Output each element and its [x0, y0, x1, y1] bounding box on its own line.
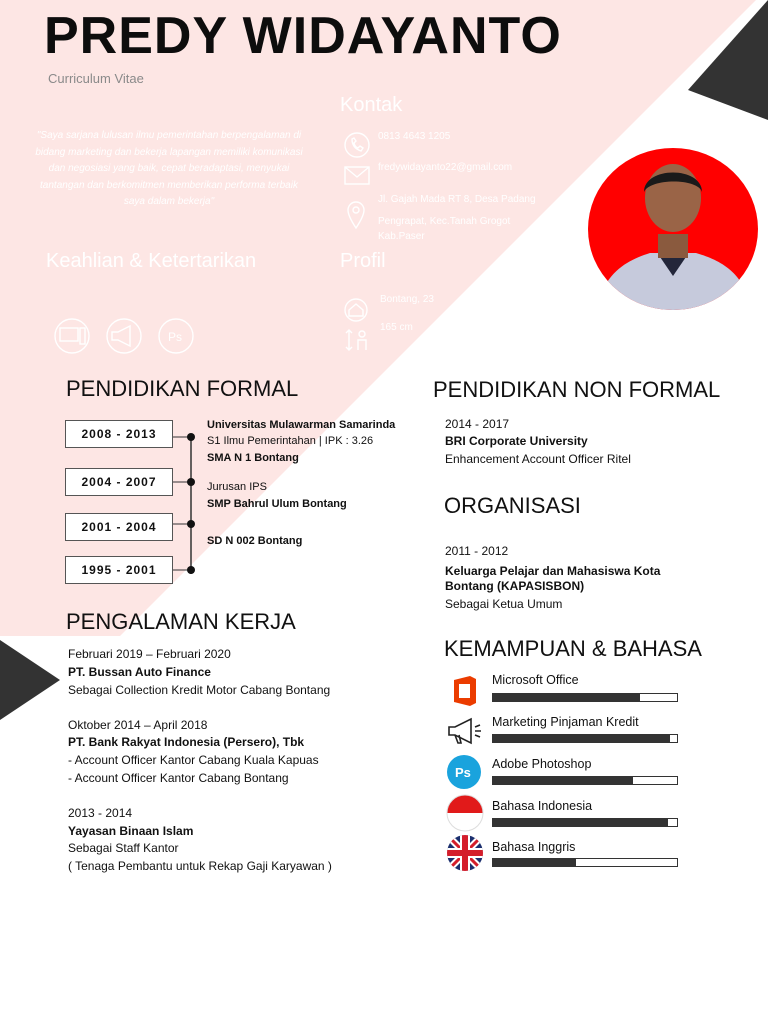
skill-bar-fill — [493, 735, 670, 742]
job-line: Sebagai Collection Kredit Motor Cabang Bontang — [68, 683, 331, 697]
education-years-1: 2008 - 2013 — [65, 420, 173, 448]
skill-bar-fill — [493, 859, 576, 866]
skill-label: Marketing Pinjaman Kredit — [492, 715, 639, 729]
skill-bar — [492, 818, 678, 827]
skill-bar-fill — [493, 694, 640, 701]
nonformal-years: 2014 - 2017 — [445, 417, 510, 431]
person-avatar — [588, 148, 758, 310]
education-years-4: 1995 - 2001 — [65, 556, 173, 584]
job-line: Sebagai Staff Kantor — [68, 841, 179, 855]
microsoft-office-icon — [446, 672, 484, 710]
job-company-2: PT. Bank Rakyat Indonesia (Persero), Tbk — [68, 735, 305, 749]
uk-flag-icon — [446, 834, 484, 872]
job-period-3: 2013 - 2014 — [68, 806, 133, 820]
organization-name-line-1: Keluarga Pelajar dan Mahasiswa Kota — [445, 564, 661, 578]
kontak-title: Kontak — [340, 94, 403, 116]
job-line: ( Tenaga Pembantu untuk Rekap Gaji Karyawan ) — [68, 859, 332, 873]
education-years-3: 2001 - 2004 — [65, 513, 173, 541]
skill-label: Adobe Photoshop — [492, 757, 592, 771]
organization-name-line-2: Bontang (KAPASISBON) — [445, 579, 585, 593]
job-period-2: Oktober 2014 – April 2018 — [68, 718, 208, 732]
education-school-2: SMA N 1 Bontang — [207, 452, 299, 464]
job-line: - Account Officer Kantor Cabang Bontang — [68, 771, 289, 785]
skill-label: Bahasa Inggris — [492, 840, 576, 854]
education-timeline — [170, 424, 200, 584]
organization-role: Sebagai Ketua Umum — [445, 597, 563, 611]
job-line: - Account Officer Kantor Cabang Kuala Kapuas — [68, 753, 319, 767]
document-subtitle: Curriculum Vitae — [48, 71, 144, 86]
job-company-1: PT. Bussan Auto Finance — [68, 665, 211, 679]
email-address: fredywidayanto22@gmail.com — [378, 162, 513, 173]
mail-icon — [344, 166, 370, 186]
address-line-3: Kab.Paser — [378, 231, 425, 242]
photoshop-ghost-icon — [156, 318, 196, 354]
section-title-organization: ORGANISASI — [444, 493, 581, 518]
timeline-dot — [187, 478, 195, 486]
skill-bar — [492, 693, 678, 702]
section-title-skills-languages: KEMAMPUAN & BAHASA — [444, 636, 702, 661]
address-line-1: Jl. Gajah Mada RT 8, Desa Padang — [378, 194, 536, 205]
education-detail-1: S1 Ilmu Pemerintahan | IPK : 3.26 — [207, 435, 374, 447]
profile-quote: "Saya sarjana lulusan ilmu pemerintahan berpengalaman di bidang marketing dan bekerja lapangan memiliki komunikasi dan negosiasi yang baik, cepat beradaptasi, menyukai tantangan dan berkomitmen memberikan performa terbaik saya dalam bekerja" — [35, 130, 303, 207]
skill-bar — [492, 858, 678, 867]
section-title-formal-education: PENDIDIKAN FORMAL — [66, 376, 299, 401]
timeline-dot — [187, 566, 195, 574]
organization-years: 2011 - 2012 — [445, 544, 509, 558]
section-title-nonformal-education: PENDIDIKAN NON FORMAL — [433, 377, 721, 402]
megaphone-icon — [446, 714, 484, 748]
height-info: 165 cm — [380, 322, 413, 333]
timeline-dot — [187, 520, 195, 528]
address-line-2: Pengrapat, Kec.Tanah Grogot — [378, 216, 511, 227]
home-icon — [342, 298, 370, 322]
location-pin-icon — [346, 200, 366, 230]
skill-label: Microsoft Office — [492, 673, 579, 687]
education-years-2: 2004 - 2007 — [65, 468, 173, 496]
skill-bar — [492, 734, 678, 743]
job-company-3: Yayasan Binaan Islam — [68, 824, 194, 838]
keahlian-title: Keahlian & Ketertarikan — [46, 250, 257, 272]
skill-bar-fill — [493, 777, 633, 784]
education-school-4: SD N 002 Bontang — [207, 535, 303, 547]
education-detail-2: Jurusan IPS — [207, 481, 267, 493]
skill-label: Bahasa Indonesia — [492, 799, 593, 813]
birth-info: Bontang, 23 — [380, 294, 434, 305]
phone-icon — [342, 130, 372, 160]
megaphone-ghost-icon — [104, 318, 144, 354]
profile-photo — [588, 148, 758, 310]
dark-triangle-left — [0, 640, 60, 720]
svg-text:Ps: Ps — [455, 765, 471, 780]
nonformal-program: Enhancement Account Officer Ritel — [445, 452, 631, 466]
profil-title: Profil — [340, 250, 386, 272]
job-period-1: Februari 2019 – Februari 2020 — [68, 647, 231, 661]
timeline-dot — [187, 433, 195, 441]
person-name: PREDY WIDAYANTO — [44, 7, 562, 65]
computer-icon — [52, 318, 92, 354]
nonformal-org: BRI Corporate University — [445, 434, 588, 448]
indonesia-flag-icon — [446, 794, 484, 832]
phone-number: 0813 4643 1205 — [378, 131, 451, 142]
photoshop-icon — [446, 754, 482, 790]
section-title-work-experience: PENGALAMAN KERJA — [66, 609, 296, 634]
education-school-3: SMP Bahrul Ulum Bontang — [207, 498, 347, 510]
skill-bar-fill — [493, 819, 668, 826]
height-icon — [344, 328, 372, 352]
education-school-1: Universitas Mulawarman Samarinda — [207, 419, 396, 431]
svg-text:Ps: Ps — [168, 330, 183, 344]
skill-bar — [492, 776, 678, 785]
